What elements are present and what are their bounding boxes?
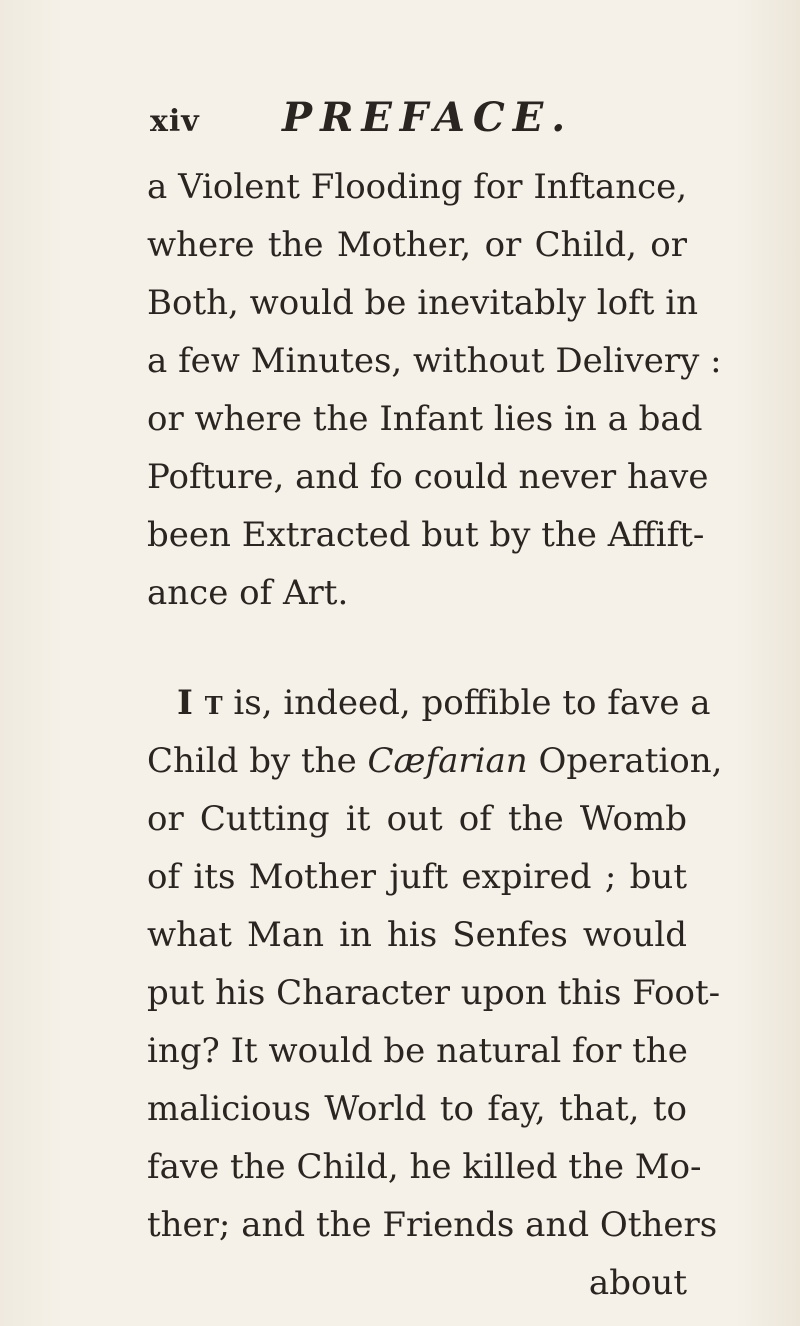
text-line: a Violent Flooding for Inftance,: [147, 167, 688, 207]
text-line: put his Character upon this Foot-: [147, 973, 721, 1013]
text-line: a few Minutes, without Delivery :: [147, 341, 722, 381]
text-line: been Extracted but by the Affift-: [147, 515, 705, 555]
text-line: [147, 732, 723, 790]
text-line: malicious World to fay, that, to: [147, 1089, 687, 1129]
text-line: ing? It would be natural for the: [147, 1031, 688, 1071]
italic-term: Cæfarian: [367, 741, 528, 781]
line-rest: is, indeed, poffible to fave a: [222, 683, 711, 723]
text-line: Pofture, and fo could never have: [147, 457, 709, 497]
text-line: ance of Art.: [147, 573, 349, 613]
text-line: ther; and the Friends and Others: [147, 1205, 718, 1245]
line-part: Child by the: [147, 741, 368, 781]
running-title: PREFACE.: [282, 94, 574, 141]
text-line: [147, 674, 711, 732]
text-line: what Man in his Senfes would: [147, 915, 687, 955]
page-number: xiv: [150, 104, 200, 139]
text-line: or where the Infant lies in a bad: [147, 399, 703, 439]
text-line: Both, would be inevitably loft in: [147, 283, 698, 323]
line-part: Operation,: [527, 741, 723, 781]
paragraph-lead: I t: [177, 683, 223, 723]
text-line: fave the Child, he killed the Mo-: [147, 1147, 702, 1187]
catchword: about: [588, 1263, 687, 1303]
text-line: or Cutting it out of the Womb: [147, 799, 687, 839]
text-line: of its Mother juft expired ; but: [147, 857, 687, 897]
text-line: where the Mother, or Child, or: [147, 225, 687, 265]
paragraph-gap: [147, 622, 687, 674]
page-header: [150, 92, 710, 152]
body-text: [147, 158, 723, 1312]
